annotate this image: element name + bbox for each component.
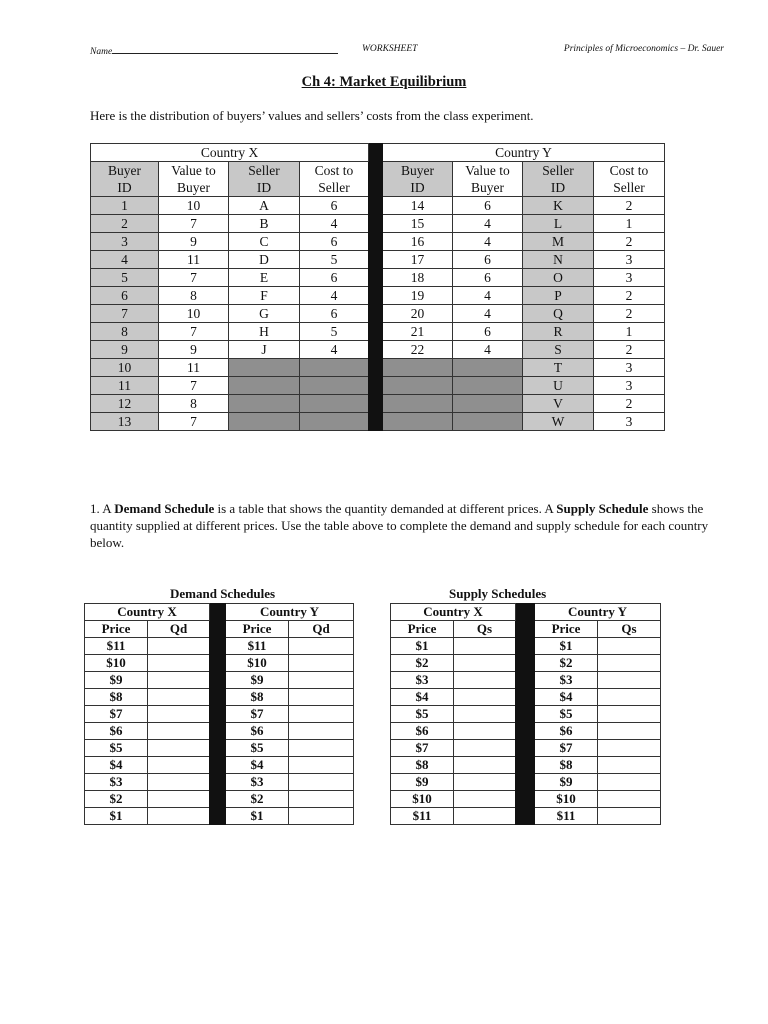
table-cell: 3 bbox=[91, 233, 159, 251]
qs-answer-cell[interactable] bbox=[454, 655, 516, 672]
qs-answer-cell[interactable] bbox=[598, 791, 661, 808]
supply-price-cell: $1 bbox=[391, 638, 454, 655]
table-cell: L bbox=[523, 215, 594, 233]
seller-id-header: Seller bbox=[523, 162, 594, 180]
demand-price-cell: $5 bbox=[85, 740, 148, 757]
qd-answer-cell[interactable] bbox=[148, 774, 210, 791]
supply-price-cell: $8 bbox=[535, 757, 598, 774]
demand-caption: Demand Schedules bbox=[170, 586, 276, 601]
supply-price-cell: $10 bbox=[391, 791, 454, 808]
demand-price-cell: $8 bbox=[226, 689, 289, 706]
buyer-id-header: Buyer bbox=[383, 162, 453, 180]
qs-answer-cell[interactable] bbox=[454, 672, 516, 689]
demand-price-cell: $11 bbox=[226, 638, 289, 655]
qs-answer-cell[interactable] bbox=[598, 740, 661, 757]
qs-answer-cell[interactable] bbox=[454, 706, 516, 723]
table-cell bbox=[300, 413, 369, 431]
qs-answer-cell[interactable] bbox=[598, 655, 661, 672]
table-cell: 7 bbox=[159, 377, 229, 395]
qs-answer-cell[interactable] bbox=[454, 723, 516, 740]
table-cell: N bbox=[523, 251, 594, 269]
table-cell: 6 bbox=[453, 323, 523, 341]
qs-answer-cell[interactable] bbox=[598, 774, 661, 791]
table-cell: A bbox=[229, 197, 300, 215]
column-separator bbox=[516, 604, 535, 825]
supply-price-cell: $6 bbox=[391, 723, 454, 740]
qd-answer-cell[interactable] bbox=[289, 774, 354, 791]
price-header: Price bbox=[226, 621, 289, 638]
qs-answer-cell[interactable] bbox=[454, 774, 516, 791]
qd-answer-cell[interactable] bbox=[148, 655, 210, 672]
table-cell: G bbox=[229, 305, 300, 323]
country-row bbox=[91, 144, 665, 162]
supply-price-cell: $3 bbox=[535, 672, 598, 689]
qs-answer-cell[interactable] bbox=[598, 757, 661, 774]
qd-answer-cell[interactable] bbox=[289, 791, 354, 808]
worksheet-label: WORKSHEET bbox=[362, 44, 418, 54]
supply-country-x-header: Country X bbox=[391, 604, 516, 621]
table-cell: 6 bbox=[300, 233, 369, 251]
qs-answer-cell[interactable] bbox=[454, 808, 516, 825]
q1-term-demand: Demand Schedule bbox=[114, 501, 215, 516]
table-cell bbox=[229, 413, 300, 431]
table-cell: 10 bbox=[159, 305, 229, 323]
table-cell: 7 bbox=[91, 305, 159, 323]
table-gap bbox=[354, 604, 391, 825]
qd-answer-cell[interactable] bbox=[289, 706, 354, 723]
supply-price-cell: $10 bbox=[535, 791, 598, 808]
supply-price-cell: $7 bbox=[391, 740, 454, 757]
table-cell: 2 bbox=[594, 233, 665, 251]
table-cell: U bbox=[523, 377, 594, 395]
table-cell: 14 bbox=[383, 197, 453, 215]
qs-answer-cell[interactable] bbox=[454, 757, 516, 774]
buyer-id-header: ID bbox=[383, 179, 453, 197]
table-cell: 15 bbox=[383, 215, 453, 233]
qd-answer-cell[interactable] bbox=[148, 791, 210, 808]
qs-answer-cell[interactable] bbox=[454, 791, 516, 808]
seller-id-header: Seller bbox=[229, 162, 300, 180]
table-cell: J bbox=[229, 341, 300, 359]
table-cell: 7 bbox=[159, 413, 229, 431]
supply-price-cell: $4 bbox=[535, 689, 598, 706]
table-cell: 12 bbox=[91, 395, 159, 413]
table-cell: 5 bbox=[91, 269, 159, 287]
qs-answer-cell[interactable] bbox=[598, 706, 661, 723]
demand-price-cell: $7 bbox=[226, 706, 289, 723]
demand-price-cell: $2 bbox=[226, 791, 289, 808]
table-cell: 2 bbox=[91, 215, 159, 233]
country-y-header: Country Y bbox=[383, 144, 665, 162]
table-cell: 2 bbox=[594, 287, 665, 305]
qs-answer-cell[interactable] bbox=[598, 808, 661, 825]
table-cell: 1 bbox=[594, 215, 665, 233]
table-cell: 9 bbox=[91, 341, 159, 359]
qd-answer-cell[interactable] bbox=[148, 757, 210, 774]
supply-price-cell: $8 bbox=[391, 757, 454, 774]
table-cell bbox=[229, 395, 300, 413]
table-cell: 9 bbox=[159, 341, 229, 359]
qd-answer-cell[interactable] bbox=[148, 689, 210, 706]
country-row bbox=[85, 604, 661, 621]
table-cell: 22 bbox=[383, 341, 453, 359]
table-cell: 4 bbox=[300, 287, 369, 305]
table-cell: 20 bbox=[383, 305, 453, 323]
demand-price-cell: $3 bbox=[226, 774, 289, 791]
supply-price-cell: $2 bbox=[391, 655, 454, 672]
value-header: Buyer bbox=[453, 179, 523, 197]
table-cell: 3 bbox=[594, 269, 665, 287]
cost-header: Seller bbox=[300, 179, 369, 197]
table-cell: M bbox=[523, 233, 594, 251]
table-cell bbox=[453, 395, 523, 413]
table-cell: 2 bbox=[594, 197, 665, 215]
table-cell bbox=[383, 395, 453, 413]
cost-header: Cost to bbox=[300, 162, 369, 180]
qd-answer-cell[interactable] bbox=[289, 638, 354, 655]
table-cell bbox=[453, 359, 523, 377]
qd-answer-cell[interactable] bbox=[289, 672, 354, 689]
table-cell: 5 bbox=[300, 323, 369, 341]
table-cell: 4 bbox=[453, 215, 523, 233]
qs-answer-cell[interactable] bbox=[454, 689, 516, 706]
qs-answer-cell[interactable] bbox=[454, 740, 516, 757]
demand-price-cell: $5 bbox=[226, 740, 289, 757]
seller-id-header: ID bbox=[229, 179, 300, 197]
qd-header: Qd bbox=[148, 621, 210, 638]
country-x-header: Country X bbox=[91, 144, 369, 162]
table-cell: 3 bbox=[594, 377, 665, 395]
table-cell bbox=[300, 395, 369, 413]
table-cell: 11 bbox=[91, 377, 159, 395]
schedules-table bbox=[84, 603, 661, 825]
table-cell bbox=[453, 413, 523, 431]
qs-answer-cell[interactable] bbox=[598, 689, 661, 706]
table-cell bbox=[300, 359, 369, 377]
table-cell: P bbox=[523, 287, 594, 305]
qd-answer-cell[interactable] bbox=[148, 808, 210, 825]
demand-price-cell: $2 bbox=[85, 791, 148, 808]
demand-price-cell: $9 bbox=[85, 672, 148, 689]
qd-answer-cell[interactable] bbox=[289, 808, 354, 825]
supply-price-cell: $5 bbox=[535, 706, 598, 723]
demand-price-cell: $4 bbox=[226, 757, 289, 774]
supply-country-y-header: Country Y bbox=[535, 604, 661, 621]
cost-header: Seller bbox=[594, 179, 665, 197]
table-cell: V bbox=[523, 395, 594, 413]
table-cell: 3 bbox=[594, 251, 665, 269]
demand-price-cell: $3 bbox=[85, 774, 148, 791]
table-cell bbox=[229, 377, 300, 395]
demand-price-cell: $10 bbox=[85, 655, 148, 672]
table-cell: 6 bbox=[91, 287, 159, 305]
qd-answer-cell[interactable] bbox=[148, 672, 210, 689]
table-cell: 4 bbox=[453, 305, 523, 323]
cost-header: Cost to bbox=[594, 162, 665, 180]
table-cell: 13 bbox=[91, 413, 159, 431]
qd-answer-cell[interactable] bbox=[148, 706, 210, 723]
table-cell: 17 bbox=[383, 251, 453, 269]
table-cell bbox=[229, 359, 300, 377]
table-cell: 2 bbox=[594, 305, 665, 323]
qs-header: Qs bbox=[598, 621, 661, 638]
table-cell: O bbox=[523, 269, 594, 287]
table-cell: 4 bbox=[453, 233, 523, 251]
page-title: Ch 4: Market Equilibrium bbox=[301, 74, 467, 90]
table-cell: 6 bbox=[300, 269, 369, 287]
qs-header: Qs bbox=[454, 621, 516, 638]
buyer-id-header: Buyer bbox=[91, 162, 159, 180]
course-label: Principles of Microeconomics – Dr. Sauer bbox=[563, 44, 724, 54]
name-blank-line[interactable] bbox=[112, 44, 338, 54]
name-label: Name bbox=[90, 47, 113, 57]
table-cell: 11 bbox=[159, 359, 229, 377]
table-cell: S bbox=[523, 341, 594, 359]
table-cell: 16 bbox=[383, 233, 453, 251]
table-cell: 10 bbox=[159, 197, 229, 215]
qs-answer-cell[interactable] bbox=[598, 672, 661, 689]
table-cell: 4 bbox=[300, 341, 369, 359]
table-cell: W bbox=[523, 413, 594, 431]
question-1 bbox=[90, 500, 710, 551]
qd-answer-cell[interactable] bbox=[148, 740, 210, 757]
table-cell: K bbox=[523, 197, 594, 215]
supply-price-cell: $5 bbox=[391, 706, 454, 723]
table-cell: F bbox=[229, 287, 300, 305]
table-cell: 21 bbox=[383, 323, 453, 341]
table-cell: C bbox=[229, 233, 300, 251]
table-cell: 7 bbox=[159, 323, 229, 341]
demand-price-cell: $4 bbox=[85, 757, 148, 774]
table-cell bbox=[300, 377, 369, 395]
supply-price-cell: $6 bbox=[535, 723, 598, 740]
table-cell: 4 bbox=[453, 341, 523, 359]
buyer-id-header: ID bbox=[91, 179, 159, 197]
demand-price-cell: $10 bbox=[226, 655, 289, 672]
qd-answer-cell[interactable] bbox=[148, 638, 210, 655]
table-cell: E bbox=[229, 269, 300, 287]
table-cell: 4 bbox=[91, 251, 159, 269]
table-cell: 11 bbox=[159, 251, 229, 269]
table-cell: 1 bbox=[594, 323, 665, 341]
table-cell: 8 bbox=[159, 287, 229, 305]
qd-answer-cell[interactable] bbox=[289, 740, 354, 757]
price-header: Price bbox=[535, 621, 598, 638]
table-cell: 6 bbox=[453, 197, 523, 215]
qd-answer-cell[interactable] bbox=[289, 757, 354, 774]
supply-price-cell: $11 bbox=[391, 808, 454, 825]
table-cell: Q bbox=[523, 305, 594, 323]
seller-id-header: ID bbox=[523, 179, 594, 197]
qs-answer-cell[interactable] bbox=[598, 638, 661, 655]
qd-answer-cell[interactable] bbox=[289, 723, 354, 740]
demand-price-cell: $1 bbox=[226, 808, 289, 825]
table-cell: 10 bbox=[91, 359, 159, 377]
table-cell: 6 bbox=[453, 251, 523, 269]
table-cell: 1 bbox=[91, 197, 159, 215]
demand-price-cell: $9 bbox=[226, 672, 289, 689]
supply-price-cell: $1 bbox=[535, 638, 598, 655]
q1-text-1: is a table that shows the quantity demanded at different prices. A bbox=[214, 501, 557, 516]
table-cell bbox=[383, 359, 453, 377]
table-cell: 6 bbox=[453, 269, 523, 287]
intro-text: Here is the distribution of buyers’ values and sellers’ costs from the class experiment. bbox=[90, 108, 534, 123]
demand-country-y-header: Country Y bbox=[226, 604, 354, 621]
table-cell: 6 bbox=[300, 197, 369, 215]
table-cell: 7 bbox=[159, 215, 229, 233]
table-cell: 3 bbox=[594, 359, 665, 377]
price-header: Price bbox=[85, 621, 148, 638]
table-cell: 18 bbox=[383, 269, 453, 287]
distribution-table bbox=[90, 143, 665, 431]
q1-term-supply: Supply Schedule bbox=[556, 501, 649, 516]
qd-answer-cell[interactable] bbox=[148, 723, 210, 740]
supply-price-cell: $11 bbox=[535, 808, 598, 825]
table-cell: T bbox=[523, 359, 594, 377]
demand-price-cell: $8 bbox=[85, 689, 148, 706]
table-cell: B bbox=[229, 215, 300, 233]
value-header: Value to bbox=[159, 162, 229, 180]
table-cell: D bbox=[229, 251, 300, 269]
demand-price-cell: $6 bbox=[85, 723, 148, 740]
demand-price-cell: $7 bbox=[85, 706, 148, 723]
table-cell: 8 bbox=[159, 395, 229, 413]
name-field[interactable] bbox=[90, 44, 338, 57]
qs-answer-cell[interactable] bbox=[598, 723, 661, 740]
table-cell: 6 bbox=[300, 305, 369, 323]
price-header: Price bbox=[391, 621, 454, 638]
table-cell: H bbox=[229, 323, 300, 341]
table-cell: 8 bbox=[91, 323, 159, 341]
table-cell: 5 bbox=[300, 251, 369, 269]
column-separator bbox=[210, 604, 226, 825]
demand-price-cell: $1 bbox=[85, 808, 148, 825]
table-cell bbox=[383, 413, 453, 431]
table-cell: 19 bbox=[383, 287, 453, 305]
value-header: Buyer bbox=[159, 179, 229, 197]
supply-price-cell: $7 bbox=[535, 740, 598, 757]
table-cell: 2 bbox=[594, 395, 665, 413]
qd-header: Qd bbox=[289, 621, 354, 638]
demand-price-cell: $11 bbox=[85, 638, 148, 655]
table-cell: R bbox=[523, 323, 594, 341]
supply-caption: Supply Schedules bbox=[449, 586, 547, 601]
qd-answer-cell[interactable] bbox=[289, 655, 354, 672]
table-cell: 3 bbox=[594, 413, 665, 431]
table-cell: 4 bbox=[300, 215, 369, 233]
table-cell: 2 bbox=[594, 341, 665, 359]
q1-text-2: shows the quantity supplied at different prices. Use the table above to complete the demand and supply schedule for each country below. bbox=[90, 501, 709, 550]
table-cell bbox=[453, 377, 523, 395]
supply-price-cell: $2 bbox=[535, 655, 598, 672]
supply-price-cell: $9 bbox=[535, 774, 598, 791]
demand-country-x-header: Country X bbox=[85, 604, 210, 621]
demand-price-cell: $6 bbox=[226, 723, 289, 740]
qd-answer-cell[interactable] bbox=[289, 689, 354, 706]
supply-price-cell: $9 bbox=[391, 774, 454, 791]
qs-answer-cell[interactable] bbox=[454, 638, 516, 655]
table-cell: 7 bbox=[159, 269, 229, 287]
table-cell: 4 bbox=[453, 287, 523, 305]
table-cell bbox=[383, 377, 453, 395]
value-header: Value to bbox=[453, 162, 523, 180]
supply-price-cell: $4 bbox=[391, 689, 454, 706]
column-separator bbox=[369, 144, 383, 431]
table-cell: 9 bbox=[159, 233, 229, 251]
q1-number: 1. A bbox=[90, 501, 115, 516]
supply-price-cell: $3 bbox=[391, 672, 454, 689]
